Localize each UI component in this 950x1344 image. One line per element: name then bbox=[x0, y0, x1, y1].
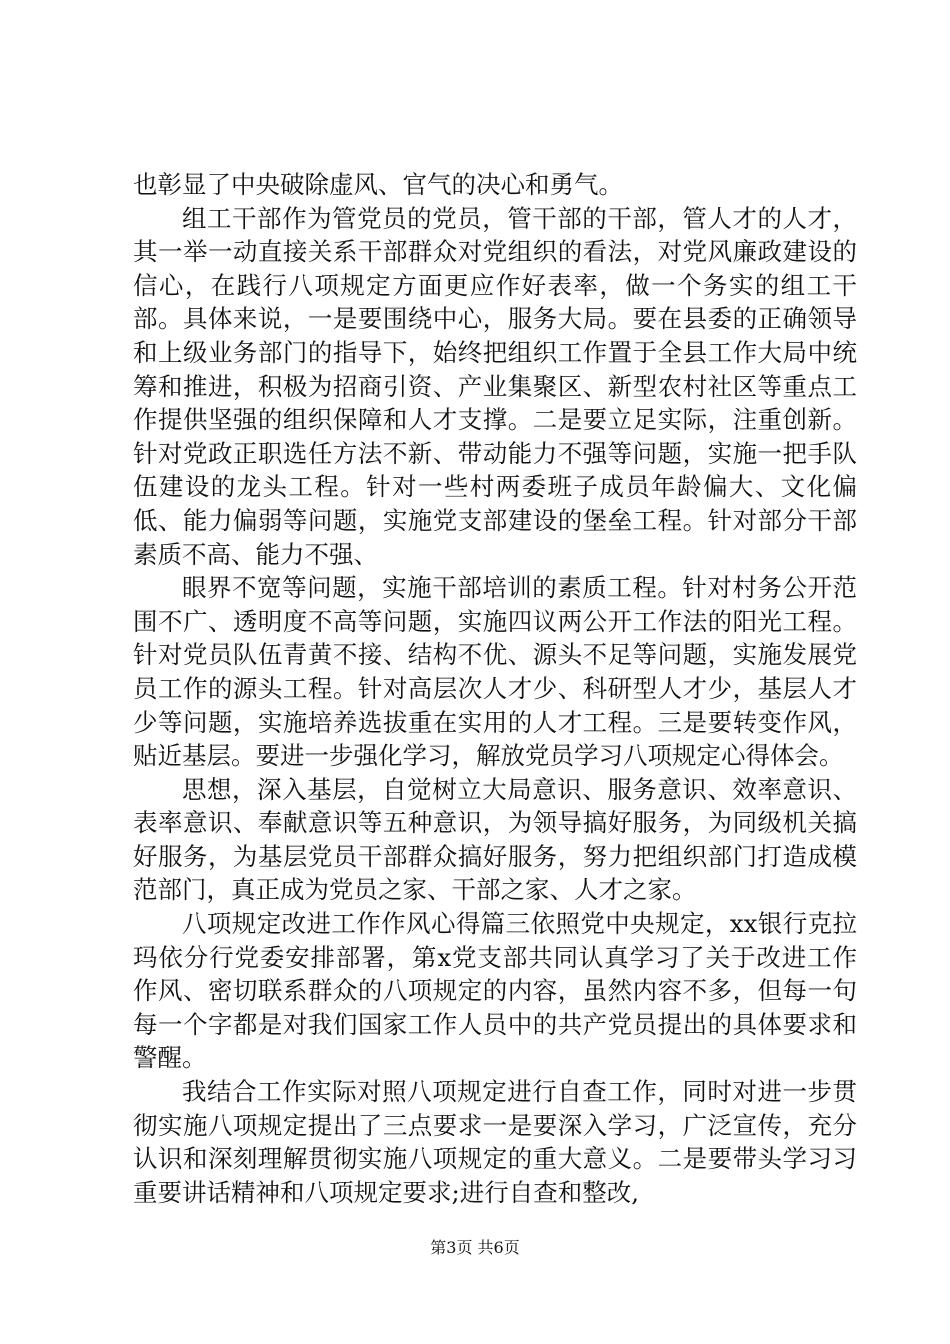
paragraph-1: 也彰显了中央破除虚风、官气的决心和勇气。 bbox=[133, 170, 623, 199]
paragraph-3: 眼界不宽等问题，实施干部培训的素质工程。针对村务公开范围不广、透明度不高等问题，实施四议两公开工作法的阳光工程。针对党员队伍青黄不接、结构不优、源头不足等问题，实施发展党员工作的源头工程。针对高层次人才少、科研型人才少，基层人才少等问题，实施培养选拔重在实用的人才工程。三是要转变作风，贴近基层。要进一步强化学习，解放党员学习八项规定心得体会。 bbox=[133, 573, 857, 771]
paragraph-4: 思想，深入基层，自觉树立大局意识、服务意识、效率意识、表率意识、奉献意识等五种意识，为领导搞好服务，为同级机关搞好服务，为基层党员干部群众搞好服务，努力把组织部门打造成模范部门，真正成为党员之家、干部之家、人才之家。 bbox=[133, 774, 857, 905]
page-footer: 第3页 共6页 bbox=[430, 1238, 520, 1257]
paragraph-2: 组工干部作为管党员的党员，管干部的干部，管人才的人才，其一举一动直接关系干部群众对党组织的看法，对党风廉政建设的信心，在践行八项规定方面更应作好表率，做一个务实的组工干部。具体来说，一是要围绕中心，服务大局。要在县委的正确领导和上级业务部门的指导下，始终把组织工作置于全县工作大局中统筹和推进，积极为招商引资、产业集聚区、新型农村社区等重点工作提供坚强的组织保障和人才支撑。二是要立足实际，注重创新。针对党政正职选任方法不新、带动能力不强等问题，实施一把手队伍建设的龙头工程。针对一些村两委班子成员年龄偏大、文化偏低、能力偏弱等问题，实施党支部建设的堡垒工程。针对部分干部素质不高、能力不强、 bbox=[133, 203, 857, 569]
document-body bbox=[133, 168, 857, 1209]
paragraph-5: 八项规定改进工作作风心得篇三依照党中央规定，xx银行克拉玛依分行党委安排部署，第x党支部共同认真学习了关于改进工作作风、密切联系群众的八项规定的内容，虽然内容不多，但每一句每一个字都是对我们国家工作人员中的共产党员提出的具体要求和警醒。 bbox=[133, 909, 857, 1073]
paragraph-6: 我结合工作实际对照八项规定进行自查工作，同时对进一步贯彻实施八项规定提出了三点要求一是要深入学习，广泛宣传，充分认识和深刻理解贯彻实施八项规定的重大意义。二是要带头学习习重要讲话精神和八项规定要求;进行自查和整改, bbox=[133, 1077, 857, 1207]
